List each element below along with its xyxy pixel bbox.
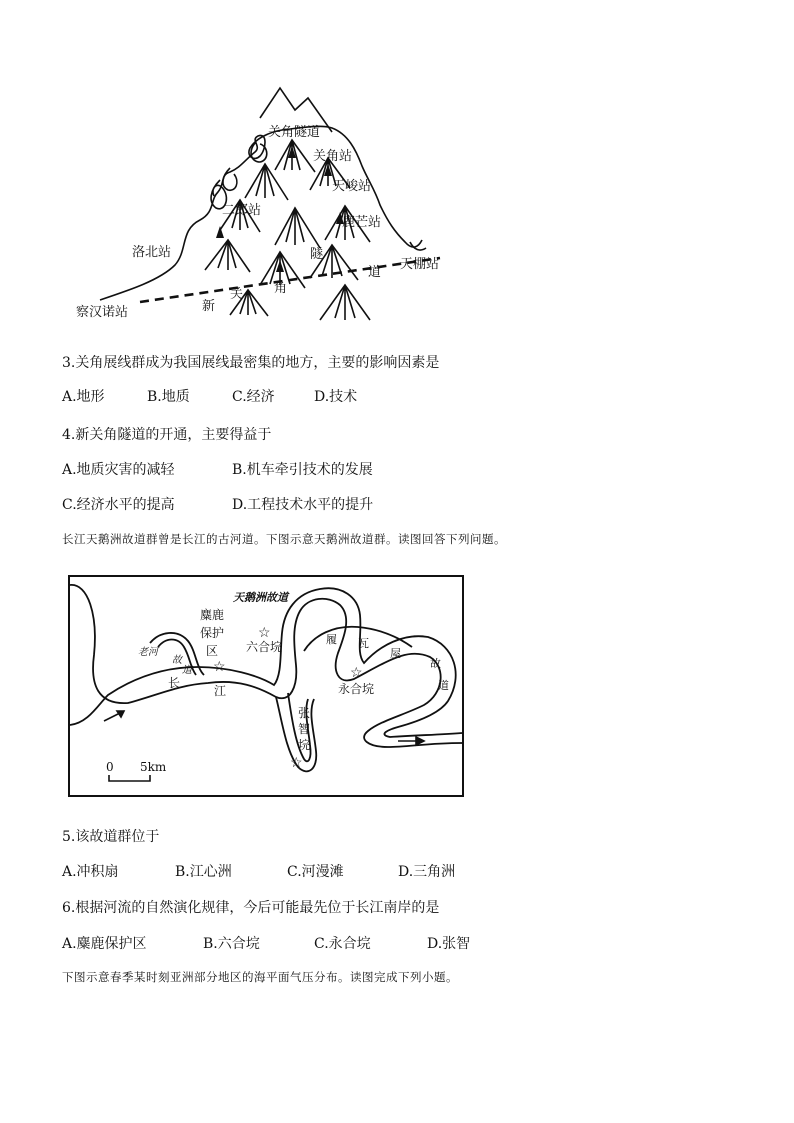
new-tunnel-line <box>140 258 440 302</box>
label-new-tunnel-3: 角 <box>274 281 288 296</box>
label-new-tunnel-4: 隧 <box>310 247 324 262</box>
label-laohe-3: 道 <box>182 665 192 676</box>
question-6-stem: 6.根据河流的自然演化规律，今后可能最先位于长江南岸的是 <box>62 900 440 916</box>
question-3-stem: 3.关角展线群成为我国展线最密集的地方，主要的影响因素是 <box>62 355 440 371</box>
intro-asia-pressure: 下图示意春季某时刻亚洲部分地区的海平面气压分布。读图完成下列小题。 <box>62 970 458 984</box>
label-xiwawu-2: 瓦 <box>358 637 369 650</box>
label-zhangzhi-1: 张 <box>298 706 311 720</box>
question-3-option-a[interactable]: A.地形 <box>62 389 105 405</box>
question-3-option-d[interactable]: D.技术 <box>314 389 358 405</box>
label-xiwawu-1: 履 <box>326 633 337 646</box>
label-milu-3: 区 <box>206 644 219 658</box>
label-guanjiao-tunnel: 关角隧道 <box>268 125 321 140</box>
label-changjiang-2: 江 <box>214 684 227 698</box>
label-scale-length: 5km <box>140 760 167 774</box>
label-liuhe: 六合垸 <box>246 640 283 654</box>
label-tianpeng-station: 天棚站 <box>400 257 440 272</box>
question-3-option-c[interactable]: C.经济 <box>232 389 275 405</box>
label-chahannuo-station: 察汉诺站 <box>76 305 129 320</box>
question-4-option-c[interactable]: C.经济水平的提高 <box>62 497 175 513</box>
label-guanjiao-station: 关角站 <box>313 149 353 164</box>
question-6-option-b[interactable]: B.六合垸 <box>203 936 260 952</box>
question-5-stem: 5.该故道群位于 <box>62 829 160 845</box>
question-5-option-a[interactable]: A.冲积扇 <box>62 864 119 880</box>
question-5-option-d[interactable]: D.三角洲 <box>398 864 456 880</box>
label-yonghe: 永合垸 <box>338 682 375 696</box>
label-xiwawu-3: 屋 <box>390 647 401 660</box>
label-new-tunnel-1: 新 <box>202 299 216 314</box>
label-laohe-2: 故 <box>172 655 182 666</box>
star-yonghe: ☆ <box>350 665 363 681</box>
label-laohe-1: 老河 <box>138 647 158 658</box>
label-luomang-station: 鹿芒站 <box>342 215 382 230</box>
intro-tiane-zhou: 长江天鹅洲故道群曾是长江的古河道。下图示意天鹅洲故道群。读图回答下列问题。 <box>62 532 506 546</box>
label-erlang-station: 二郎站 <box>222 203 262 218</box>
label-new-tunnel-2: 关 <box>230 287 244 302</box>
star-liuhe: ☆ <box>258 625 271 641</box>
question-5-option-b[interactable]: B.江心洲 <box>175 864 232 880</box>
label-zhangzhi-2: 智 <box>298 722 311 736</box>
label-gudao-2: 道 <box>438 679 449 692</box>
label-tianjun-station: 天峻站 <box>332 179 372 194</box>
question-4-option-b[interactable]: B.机车牵引技术的发展 <box>232 462 373 478</box>
question-4-option-a[interactable]: A.地质灾害的减轻 <box>62 462 175 478</box>
star-milu: ☆ <box>213 659 226 675</box>
label-milu-1: 麋鹿 <box>200 608 225 622</box>
question-6-option-c[interactable]: C.永合垸 <box>314 936 371 952</box>
tianezhou-map <box>68 575 464 797</box>
question-4-stem: 4.新关角隧道的开通，主要得益于 <box>62 427 272 443</box>
question-6-option-a[interactable]: A.麋鹿保护区 <box>62 936 147 952</box>
label-zhangzhi-3: 垸 <box>298 738 311 752</box>
star-zhangzhi: ☆ <box>290 755 303 771</box>
label-tiane-gudao: 天鹅洲故道 <box>233 591 288 604</box>
label-luobei-station: 洛北站 <box>132 245 172 260</box>
question-5-option-c[interactable]: C.河漫滩 <box>287 864 344 880</box>
question-4-option-d[interactable]: D.工程技术水平的提升 <box>232 497 374 513</box>
label-changjiang-1: 长 <box>168 676 181 690</box>
label-new-tunnel-5: 道 <box>368 265 382 280</box>
mountain-peak <box>275 208 320 248</box>
guanjiao-railway-map <box>70 80 450 340</box>
label-scale-zero: 0 <box>106 760 114 774</box>
question-6-option-d[interactable]: D.张智 <box>427 936 471 952</box>
label-gudao-1: 故 <box>430 657 441 670</box>
label-milu-2: 保护 <box>200 626 225 640</box>
question-3-option-b[interactable]: B.地质 <box>147 389 190 405</box>
